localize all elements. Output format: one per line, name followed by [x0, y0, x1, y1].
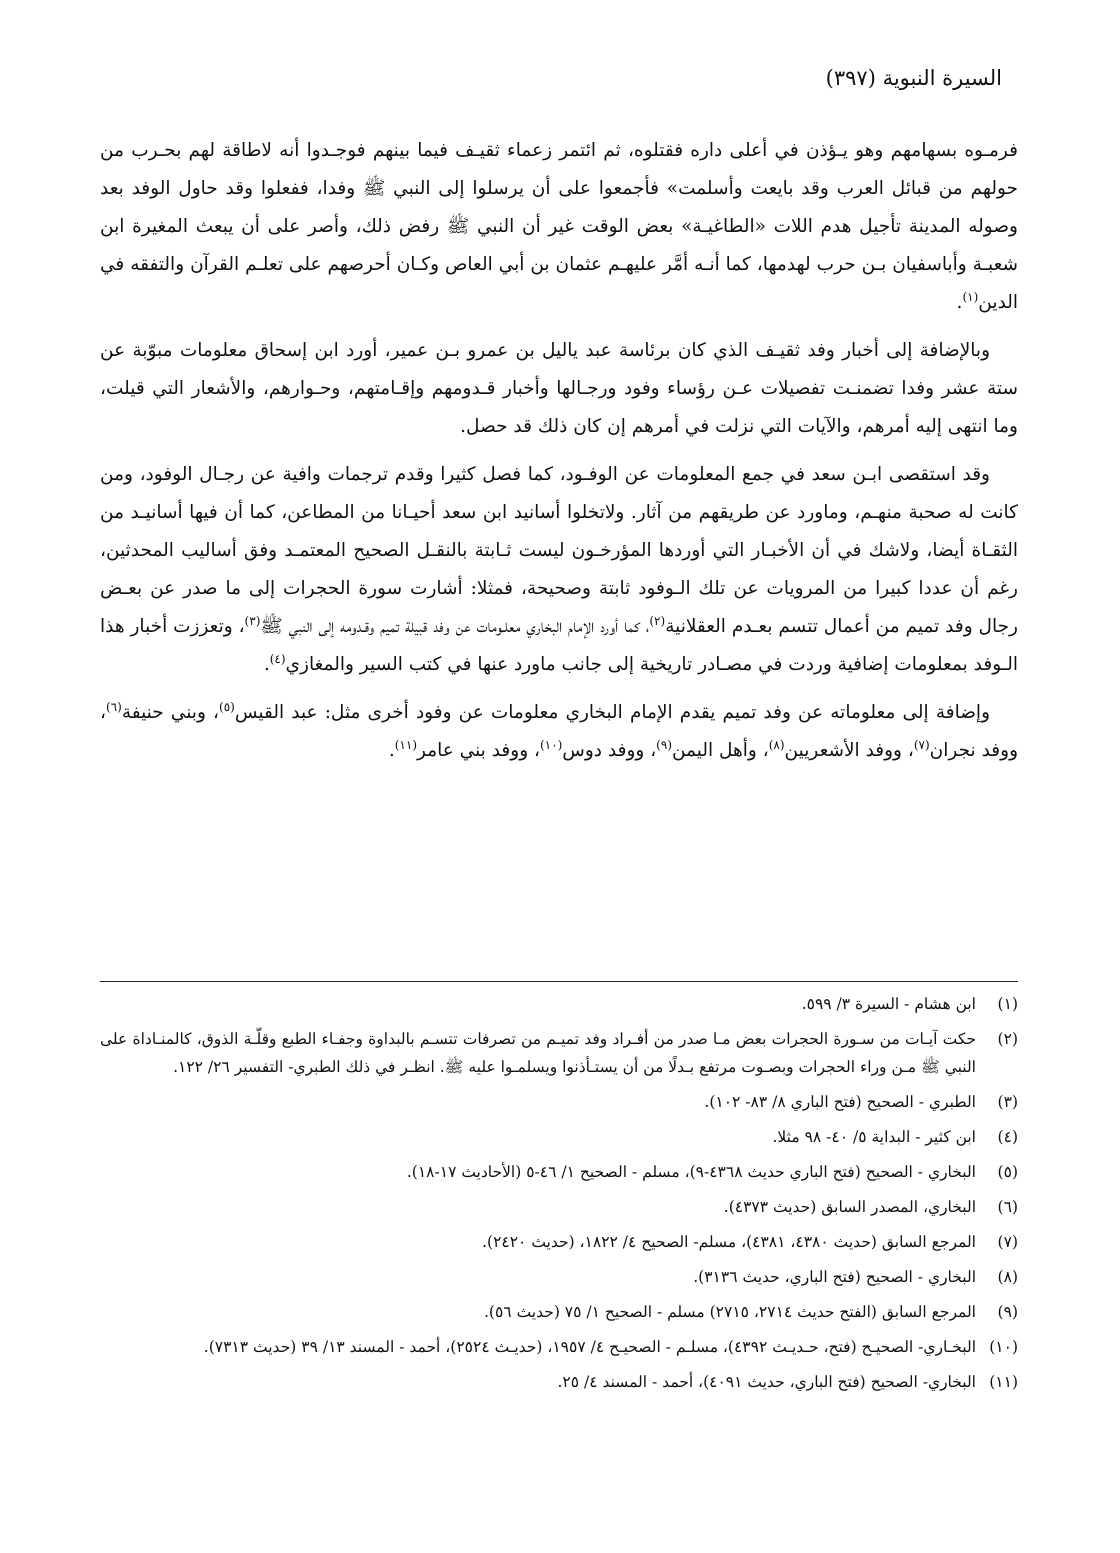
footnote-text: الطبري - الصحيح (فتح الباري ٨/ ٨٣- ١٠٢).	[704, 1093, 976, 1111]
paragraph-text: ، ووفد الأشعريين	[784, 740, 914, 761]
footnote-text: المرجع السابق (الفتح حديث ٢٧١٤، ٢٧١٥) مسلم - الصحيح ١/ ٧٥ (حديث ٥٦).	[484, 1303, 976, 1321]
paragraph-text: ، ووفد بني عامر	[417, 740, 540, 761]
footnote	[100, 1368, 1018, 1396]
paragraph-text: وإضافة إلى معلوماته عن وفد تميم يقدم الإمام البخاري معلومات عن وفود أخرى مثل: عبد القيس	[234, 702, 990, 723]
paragraph-text: ، وأهل اليمن	[672, 740, 769, 761]
paragraph-text: ، ووفد دوس	[562, 740, 657, 761]
footnote-number: (٢)	[997, 1030, 1018, 1048]
paragraph-text: .	[388, 740, 395, 761]
paragraph	[100, 456, 1018, 684]
paragraph-text: ، ووفد نجران	[100, 702, 1018, 761]
paragraph-text: .	[956, 292, 963, 313]
footnote-number: (٥)	[997, 1163, 1018, 1181]
footnote-text: البخاري - الصحيح (فتح الباري حديث ٤٣٦٨-٩)، مسلم - الصحيح ١/ ٤٦-٥ (الأحاديث ١٧-١٨).	[406, 1163, 976, 1181]
footnote	[100, 1193, 1018, 1221]
footnote-ref[interactable]: (١٠)	[539, 737, 563, 752]
footnote-ref[interactable]: (٨)	[768, 737, 785, 752]
paragraph-text: وقد استقصى ابـن سعد في جمع المعلومات عن الوفـود، كما فصل كثيرا وقدم ترجمات وافية عن رجـال الوفود، ومن كانت له صحبة منهـم، وماورد عن طريقهم من آثار. ولاتخلوا أسانيد ابن سعد أحيـانا من المطاعن، كما أن فيها أسانيـد من الثقـاة أيضا، ولاشك في أن الأخبـار التي أوردها المؤرخـون ليست ثـابتة بالنقـل الصحيح المعتمـد وفق أساليب المحدثين، رغم أن عددا كبيرا من المرويات عن تلك الـوفود ثابتة وصحيحة، فمثلا: أشارت سورة الحجرات إلى ما صدر عن بعـض رجال وفد تميم من أعمال تتسم بعـدم العقلانية	[100, 464, 1018, 637]
footnote-number: (٩)	[997, 1303, 1018, 1321]
footnote-ref[interactable]: (١١)	[394, 737, 417, 752]
footnote-ref[interactable]: (٩)	[656, 737, 672, 752]
footnote	[100, 1298, 1018, 1326]
footnote-ref[interactable]: (١)	[962, 289, 979, 304]
footnote-number: (٣)	[997, 1093, 1018, 1111]
footnote-text: ابن كثير - البداية ٥/ ٤٠- ٩٨ مثلا.	[772, 1128, 976, 1146]
footnote	[100, 1158, 1018, 1186]
footnote	[100, 1088, 1018, 1116]
paragraph	[100, 132, 1018, 322]
footnote	[100, 990, 1018, 1018]
footnote	[100, 1263, 1018, 1291]
footnote	[100, 1228, 1018, 1256]
footnote-ref[interactable]: (٤)	[269, 651, 286, 666]
footnote-ref[interactable]: (٢)	[649, 613, 666, 628]
footnote-ref[interactable]: (٧)	[913, 737, 930, 752]
footnote	[100, 1123, 1018, 1151]
footnote-number: (١١)	[989, 1373, 1018, 1391]
footnote-number: (٧)	[997, 1233, 1018, 1251]
footnote	[100, 1025, 1018, 1081]
footnote-text: حكت آيـات من سـورة الحجرات بعض مـا صدر من أفـراد وفد تميـم من تصرفات تتسـم بالبداوة وجفـاء الطبع وقلّـة الذوق، كالمنـاداة على النبي ﷺ مـن وراء الحجرات وبصـوت مرتفع بـدلًا من أن يستـأذنوا ويسلمـوا عليه ﷺ. انظـر في ذلك الطبري- التفسير ٢٦/ ١٢٢.	[100, 1030, 976, 1076]
paragraph	[100, 694, 1018, 770]
paragraph	[100, 332, 1018, 446]
footnotes	[100, 990, 1018, 1403]
footnote	[100, 1333, 1018, 1361]
footnote-number: (٨)	[997, 1268, 1018, 1286]
footnote-text: ابن هشام - السيرة ٣/ ٥٩٩.	[801, 995, 976, 1013]
page-header: السيرة النبوية (٣٩٧)	[825, 66, 1002, 90]
paragraph-text: وبالإضافة إلى أخبار وفد ثقيـف الذي كان برئاسة عبد ياليل بن عمرو بـن عمير، أورد ابن إسحاق معلومات مبوّبة عن ستة عشر وفدا تضمنـت تفصيلات عـن رؤساء وفود ورجـالها وأخبار قـدومهم وإقـامتهم، وحـوارهم، والأشعار التي قيلت، وما انتهى إليه أمرهم، والآيات التي نزلت في أمرهم إن كان ذلك قد حصل.	[100, 340, 1018, 437]
footnote-number: (٦)	[997, 1198, 1018, 1216]
footnote-text: البخاري - الصحيح (فتح الباري، حديث ٣١٣٦).	[693, 1268, 976, 1286]
footnote-number: (٤)	[997, 1128, 1018, 1146]
paragraph-text: .	[263, 654, 270, 675]
footnote-ref[interactable]: (٣)	[244, 613, 261, 628]
footnote-ref[interactable]: (٥)	[219, 699, 235, 714]
footnote-text: البخـاري- الصحيـح (فتح، حـديـث ٤٣٩٢)، مسلـم - الصحيـح ٤/ ١٩٥٧، (حديـث ٢٥٢٤)، أحمد - المسند ١٣/ ٣٩ (حديث ٧٣١٣).	[203, 1338, 976, 1356]
main-text	[100, 132, 1018, 780]
footnote-number: (١٠)	[989, 1338, 1018, 1356]
footnote-divider	[100, 981, 1018, 982]
paragraph-text: فرمـوه بسهامهم وهو يـؤذن في أعلى داره فقتلوه، ثم ائتمر زعماء ثقيـف فيما بينهم فوجـدوا أنه لاطاقة لهم بحـرب من حولهم من قبائل العرب وقد بايعت وأسلمت» فأجمعوا على أن يرسلوا إلى النبي ﷺ وفدا، ففعلوا وقد حاول الوفد بعد وصوله المدينة تأجيل هدم اللات «الطاغيـة» بعض الوقت غير أن النبي ﷺ رفض ذلك، وأصر على أن يبعث المغيرة ابن شعبـة وأباسفيان بـن حرب لهدمها، كما أنـه أمَّر عليهـم عثمان بن أبي العاص وكـان أحرصهم على تعلـم القرآن والتفقه في الدين	[100, 140, 1018, 313]
footnote-text: البخاري، المصدر السابق (حديث ٤٣٧٣).	[723, 1198, 976, 1216]
paragraph-text: ، كما أورد الإمام البخاري معلـومات عن وفد قبيلة تميم وقـدومه إلى النبي ﷺ	[260, 616, 650, 637]
paragraph-text: ، وتعززت أخبار هذا الـوفد بمعلومات إضافية وردت في مصـادر تاريخية إلى جانب ماورد عنها في كتب السير والمغازي	[100, 616, 1018, 675]
paragraph-text: ، وبني حنيفة	[121, 702, 219, 723]
footnote-number: (١)	[997, 995, 1018, 1013]
footnote-ref[interactable]: (٦)	[105, 699, 122, 714]
footnote-text: المرجع السابق (حديث ٤٣٨٠، ٤٣٨١)، مسلم- الصحيح ٤/ ١٨٢٢، (حديث ٢٤٢٠).	[482, 1233, 976, 1251]
footnote-text: البخاري- الصحيح (فتح الباري، حديث ٤٠٩١)، أحمد - المسند ٤/ ٢٥.	[557, 1373, 976, 1391]
